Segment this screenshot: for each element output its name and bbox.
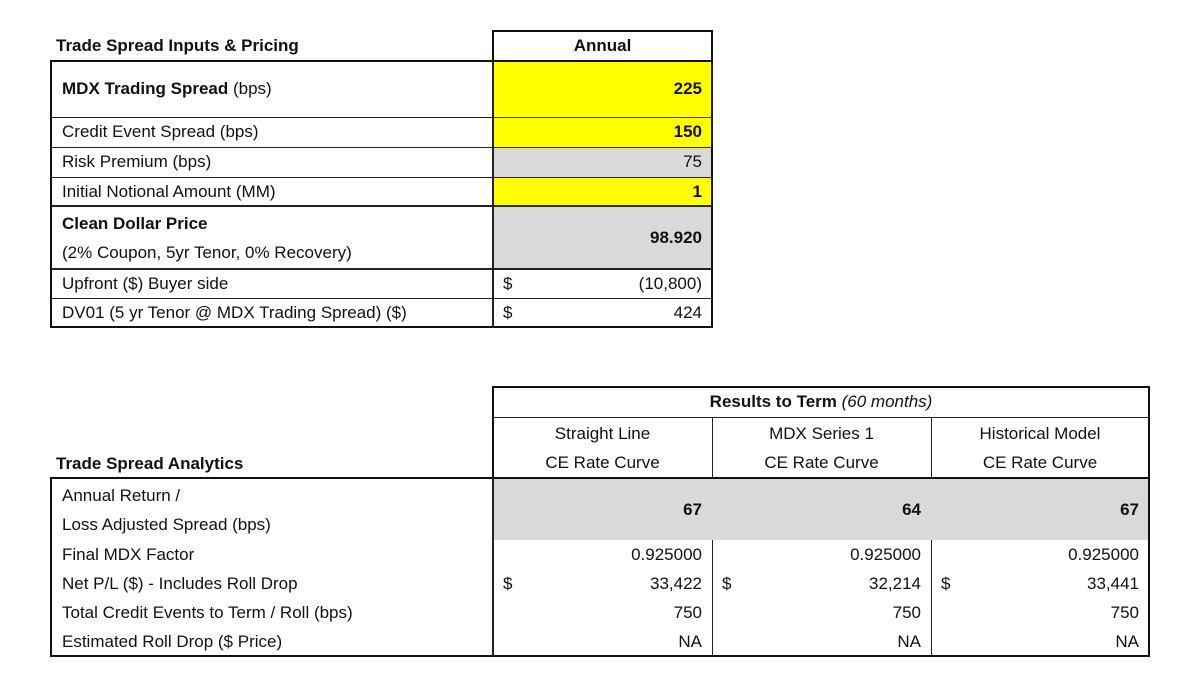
- inputs-section-title: Trade Spread Inputs & Pricing: [56, 36, 299, 55]
- final-mdx-factor-mdx-series-1: 0.925000: [850, 544, 921, 564]
- risk-premium-label: Risk Premium (bps): [62, 152, 212, 171]
- net-pl-label: Net P/L ($) - Includes Roll Drop: [62, 573, 298, 593]
- clean-dollar-price-label: Clean Dollar Price (2% Coupon, 5yr Tenor, 0% Recovery): [62, 213, 352, 262]
- historical-model-column-header: Historical Model CE Rate Curve: [979, 424, 1101, 472]
- annual-header-border: [492, 30, 713, 62]
- annual-return-label: Annual Return / Loss Adjusted Spread (bps): [62, 485, 271, 534]
- column-divider: [931, 540, 932, 656]
- estimated-roll-drop-label: Estimated Roll Drop ($ Price): [62, 631, 283, 651]
- annual-column-header: Annual: [573, 36, 632, 55]
- net-pl-currency: $: [941, 573, 951, 593]
- results-header-border: [492, 386, 1150, 479]
- clean-dollar-price-value: 98.920: [650, 227, 702, 247]
- divider: [51, 205, 712, 207]
- divider: [493, 417, 1149, 418]
- annual-return-straight-line: 67: [683, 499, 702, 519]
- initial-notional-value[interactable]: 1: [692, 181, 702, 201]
- estimated-roll-drop-historical-model: NA: [1115, 631, 1139, 651]
- estimated-roll-drop-straight-line: NA: [678, 631, 702, 651]
- net-pl-currency: $: [722, 573, 732, 593]
- annual-return-mdx-series-1: 64: [902, 499, 921, 519]
- final-mdx-factor-label: Final MDX Factor: [62, 544, 195, 564]
- mdx-trading-spread-value[interactable]: 225: [673, 79, 702, 98]
- analytics-column-divider: [492, 478, 494, 656]
- dv01-value: 424: [673, 302, 702, 322]
- column-divider: [712, 418, 713, 478]
- net-pl-currency: $: [503, 573, 513, 593]
- upfront-currency: $: [503, 273, 513, 293]
- net-pl-historical-model: 33,441: [1087, 573, 1139, 593]
- dv01-currency: $: [503, 302, 513, 322]
- initial-notional-label: Initial Notional Amount (MM): [62, 181, 276, 201]
- results-to-term-header: Results to Term (60 months): [709, 392, 933, 411]
- credit-event-spread-label: Credit Event Spread (bps): [62, 122, 259, 141]
- total-credit-events-straight-line: 750: [673, 602, 702, 622]
- divider: [51, 117, 712, 118]
- divider: [51, 177, 712, 178]
- total-credit-events-label: Total Credit Events to Term / Roll (bps): [62, 602, 353, 622]
- divider: [51, 268, 712, 270]
- annual-return-historical-model: 67: [1120, 499, 1139, 519]
- credit-event-spread-value[interactable]: 150: [673, 122, 702, 141]
- mdx-trading-spread-label: MDX Trading Spread (bps): [62, 79, 272, 98]
- analytics-table-border: [50, 477, 1150, 657]
- final-mdx-factor-straight-line: 0.925000: [631, 544, 702, 564]
- divider: [51, 147, 712, 148]
- estimated-roll-drop-mdx-series-1: NA: [897, 631, 921, 651]
- upfront-label: Upfront ($) Buyer side: [62, 273, 229, 293]
- total-credit-events-mdx-series-1: 750: [892, 602, 921, 622]
- total-credit-events-historical-model: 750: [1110, 602, 1139, 622]
- risk-premium-value: 75: [683, 152, 702, 171]
- inputs-column-divider: [492, 61, 494, 327]
- analytics-section-title: Trade Spread Analytics: [56, 454, 244, 473]
- column-divider: [931, 418, 932, 478]
- divider: [51, 298, 712, 299]
- net-pl-mdx-series-1: 32,214: [869, 573, 921, 593]
- mdx-series-1-column-header: MDX Series 1 CE Rate Curve: [764, 424, 879, 472]
- straight-line-column-header: Straight Line CE Rate Curve: [545, 424, 660, 472]
- net-pl-straight-line: 33,422: [650, 573, 702, 593]
- inputs-table-border: [50, 60, 713, 328]
- final-mdx-factor-historical-model: 0.925000: [1068, 544, 1139, 564]
- upfront-value: (10,800): [638, 273, 702, 293]
- dv01-label: DV01 (5 yr Tenor @ MDX Trading Spread) ($): [62, 302, 407, 322]
- column-divider: [712, 540, 713, 656]
